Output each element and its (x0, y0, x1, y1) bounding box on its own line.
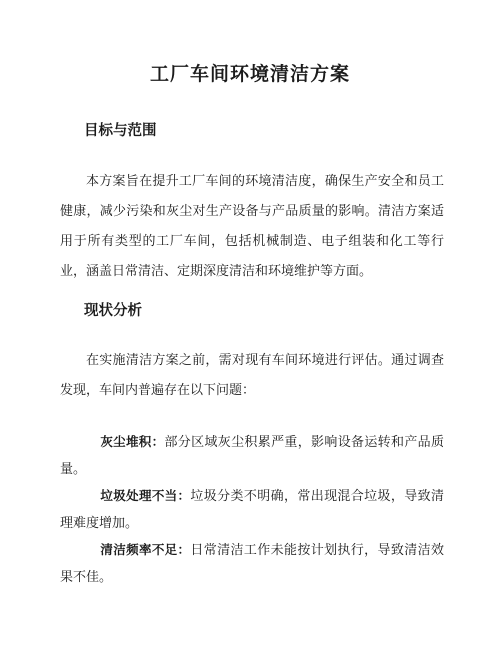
issue-item-frequency (60, 536, 444, 591)
issue-item-waste (60, 482, 444, 537)
issue-label: 垃圾处理不当： (100, 488, 191, 503)
issue-item-dust (60, 428, 444, 483)
section-heading-status: 现状分析 (84, 303, 142, 319)
issue-label: 灰尘堆积： (100, 434, 165, 449)
document-title: 工厂车间环境清洁方案 (149, 63, 350, 85)
issue-text: 垃圾分类不明确，常出现混合垃圾，导致清理难度增加。 (60, 489, 444, 531)
issue-label: 清洁频率不足： (100, 542, 191, 557)
issue-text: 部分区域灰尘积累严重，影响设备运转和产品质量。 (60, 435, 444, 477)
paragraph-status: 在实施清洁方案之前，需对现有车间环境进行评估。通过调查发现，车间内普遍存在以下问题： (60, 353, 444, 398)
section-heading-scope: 目标与范围 (84, 123, 157, 139)
paragraph-scope: 本方案旨在提升工厂车间的环境清洁度，确保生产安全和员工健康，减少污染和灰尘对生产设备与产品质量的影响。清洁方案适用于所有类型的工厂车间，包括机械制造、电子组装和化工等行业，涵盖日常清洁、定期深度清洁和环境维护等方面。 (60, 174, 444, 279)
issue-text: 日常清洁工作未能按计划执行，导致清洁效果不佳。 (60, 543, 444, 585)
